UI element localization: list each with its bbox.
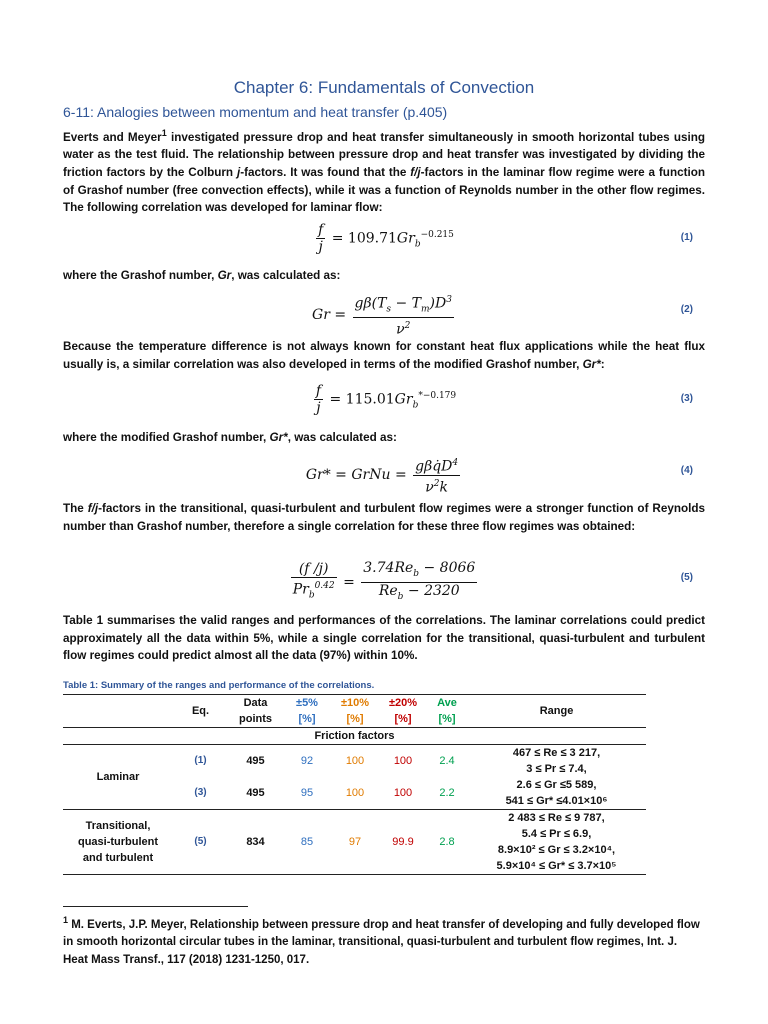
label-line: Transitional,	[85, 820, 151, 832]
footnote-divider	[63, 906, 248, 907]
fraction	[413, 455, 460, 495]
superscript: 2	[433, 478, 440, 489]
denominator	[361, 583, 477, 605]
term: gβ(T	[354, 295, 387, 312]
equation-number: (5)	[680, 572, 693, 583]
equation-text: = 109.71	[331, 230, 397, 247]
denominator: j	[316, 400, 321, 416]
header-line: Ave	[437, 697, 457, 709]
header-line: [%]	[438, 713, 456, 725]
numerator	[353, 292, 454, 318]
table-header-row	[63, 695, 646, 728]
equation-2-body	[63, 292, 705, 338]
paragraph-grashof	[63, 267, 705, 285]
text-run: :	[600, 357, 605, 371]
cell-10pct: 100	[345, 755, 365, 767]
subscript: s	[386, 304, 392, 315]
subscript: b	[414, 239, 421, 250]
cell-5pct: 92	[300, 755, 314, 767]
term: k	[439, 479, 449, 496]
section-heading: 6-11: Analogies between momentum and heat transfer (p.405)	[63, 104, 448, 120]
fraction	[291, 561, 337, 603]
text-run: , was calculated as:	[287, 431, 397, 444]
equation-5-body	[63, 560, 705, 605]
cell-20pct: 100	[393, 787, 413, 799]
intro-paragraph	[63, 125, 705, 217]
superscript: 4	[452, 458, 459, 468]
equation-3-body	[63, 383, 705, 416]
header-line: ±20%	[388, 697, 418, 709]
header-line: points	[239, 713, 272, 725]
header-10pct	[331, 695, 379, 728]
range-line: 3 ≤ Pr ≤ 7.4,	[526, 763, 587, 775]
term: Pr	[292, 581, 309, 598]
section-label: Friction factors	[314, 730, 395, 742]
regime-label: Laminar	[96, 771, 140, 783]
cell-range	[467, 777, 646, 810]
range-line: 467 ≤ Re ≤ 3 217,	[512, 747, 601, 759]
cell-5pct: 95	[300, 787, 314, 799]
equation-number: (1)	[680, 232, 693, 243]
text-run: The	[63, 502, 88, 515]
paragraph-table-summary: Table 1 summarises the valid ranges and performances of the correlations. The laminar correlations could predict approximately all the data within 5%, while a single correlation for the transitional, quasi-turbulent and turbulent flow regimes could predict almost all the data (97%) within 10%.	[63, 614, 705, 663]
cell-eq: (3)	[194, 787, 207, 798]
cell-points: 495	[246, 787, 265, 799]
text-run: -factors in the laminar flow regime were a function of Grashof number (free convection effects), while it was a function of Reynolds number in the other flow regimes. The following correlation was developed for laminar flow:	[63, 166, 705, 215]
cell-ave: 2.4	[439, 755, 455, 767]
label-line: quasi-turbulent	[77, 836, 159, 848]
header-line: Data	[243, 697, 268, 709]
footnote	[63, 912, 705, 969]
table-section-row	[63, 728, 646, 745]
term: ν	[425, 479, 434, 496]
equation-1	[63, 222, 705, 262]
chapter-title: Chapter 6: Fundamentals of Convection	[233, 78, 535, 97]
regime-label	[63, 810, 173, 875]
range-line: 2.6 ≤ Gr ≤5 589,	[516, 779, 597, 791]
fraction	[361, 560, 477, 605]
term: − 2320	[403, 582, 460, 599]
superscript: 0.42	[314, 581, 335, 592]
fraction	[353, 292, 454, 338]
text-run: Gr	[217, 269, 232, 282]
text-run: investigated pressure drop and heat transfer simultaneously in smooth horizontal tubes using water as the test fluid. The relationship between pressure drop and heat transfer was investigated by dividing the friction factors by the Colburn	[63, 130, 705, 180]
header-line: [%]	[346, 713, 364, 725]
term: ν	[396, 322, 405, 339]
equation-5	[63, 560, 705, 600]
numerator: (f /j)	[291, 561, 337, 578]
superscript: 3	[446, 295, 452, 305]
text-run: , was calculated as:	[231, 269, 341, 282]
superscript: *−0.179	[418, 390, 457, 401]
cell-points: 834	[246, 836, 265, 848]
paragraph-turbulent	[63, 500, 705, 535]
numerator	[413, 455, 460, 476]
cell-20pct: 100	[393, 755, 413, 767]
equation-4-body	[63, 455, 705, 495]
footnote-ref: 1	[161, 128, 167, 138]
numerator: f	[315, 383, 322, 399]
cell-20pct: 99.9	[392, 836, 414, 848]
cell-range	[467, 745, 646, 778]
header-line: [%]	[394, 713, 412, 725]
subscript: b	[397, 591, 404, 602]
header-range: Range	[539, 705, 574, 717]
fraction	[314, 383, 323, 416]
cell-points: 495	[246, 755, 265, 767]
equation-text: Gr =	[312, 307, 347, 324]
equation-text: = 115.01	[329, 391, 395, 408]
subscript: b	[308, 590, 315, 601]
header-5pct	[283, 695, 331, 728]
label-line: and turbulent	[82, 852, 154, 864]
denominator	[291, 578, 337, 603]
header-eq: Eq.	[191, 705, 210, 717]
paragraph-modified-grashof-calc	[63, 429, 705, 447]
superscript: −0.215	[420, 229, 454, 240]
term: Re	[378, 582, 398, 599]
text-run: -factors in the transitional, quasi-turbulent and turbulent flow regimes were a stronger function of Reynolds number than Grashof number, therefore a single correlation for these three flow regimes was obtained:	[63, 502, 705, 533]
header-line: ±10%	[340, 697, 370, 709]
text-run: where the modified Grashof number,	[63, 431, 270, 444]
cell-ave: 2.8	[439, 836, 455, 848]
text-run: j	[236, 166, 241, 180]
text-run: -factors. It was found that the	[240, 166, 411, 180]
table-row	[63, 810, 646, 875]
range-line: 5.4 ≤ Pr ≤ 6.9,	[521, 828, 592, 840]
header-line: [%]	[298, 713, 316, 725]
equation-number: (4)	[680, 465, 693, 476]
term: gβq̇D	[415, 458, 453, 475]
superscript: 2	[404, 321, 411, 332]
text-run: Gr*	[269, 431, 288, 444]
header-ave	[427, 695, 467, 728]
equation-text: Gr* = GrNu =	[305, 467, 407, 484]
text-run: Gr*	[582, 357, 601, 371]
denominator	[353, 318, 454, 338]
cell-range	[467, 810, 646, 875]
equation-4	[63, 455, 705, 495]
fraction	[316, 222, 325, 255]
range-line: 2 483 ≤ Re ≤ 9 787,	[508, 812, 605, 824]
paragraph-modified-grashof	[63, 338, 705, 373]
equation-number: (3)	[680, 393, 693, 404]
header-blank	[63, 695, 173, 728]
range-line: 541 ≤ Gr* ≤4.01×10⁶	[505, 795, 608, 807]
text-run: f/j	[87, 502, 99, 515]
denominator: j	[318, 239, 323, 255]
term: − T	[391, 295, 421, 312]
cell-5pct: 85	[300, 836, 314, 848]
header-20pct	[379, 695, 427, 728]
equation-2	[63, 292, 705, 339]
range-line: 8.9×10² ≤ Gr ≤ 3.2×10⁴,	[497, 844, 616, 856]
table-caption: Table 1: Summary of the ranges and performance of the correlations.	[63, 680, 375, 691]
equation-var: Gr	[394, 391, 413, 408]
summary-table	[63, 694, 646, 875]
footnote-number: 1	[63, 915, 69, 925]
equation-var: Gr	[396, 230, 415, 247]
text-run: where the Grashof number,	[63, 269, 218, 282]
text-run: f/j	[410, 166, 421, 180]
header-data-points	[228, 695, 283, 728]
cell-ave: 2.2	[439, 787, 455, 799]
subscript: m	[421, 304, 430, 315]
table-row	[63, 745, 646, 778]
text-run: Everts and Meyer	[63, 130, 162, 144]
cell-eq: (1)	[194, 755, 207, 766]
term: − 8066	[419, 560, 476, 576]
header-line: ±5%	[296, 697, 318, 709]
term: 3.74Re	[363, 560, 414, 576]
numerator	[361, 560, 477, 583]
equation-1-body	[63, 222, 705, 255]
equation-number: (2)	[680, 304, 693, 315]
equation-3	[63, 383, 705, 423]
equals-sign: =	[343, 574, 355, 591]
cell-eq: (5)	[194, 836, 207, 847]
text-run: Because the temperature difference is not always known for constant heat flux applications while the heat flux usually is, a similar correlation was also developed in terms of the modified Grashof number,	[63, 340, 705, 371]
cell-10pct: 97	[348, 836, 362, 848]
range-line: 5.9×10⁴ ≤ Gr* ≤ 3.7×10⁵	[496, 860, 617, 872]
term: )D	[429, 295, 447, 312]
numerator: f	[318, 222, 324, 238]
footnote-text: M. Everts, J.P. Meyer, Relationship between pressure drop and heat transfer of developing and fully developed flow in smooth horizontal circular tubes in the laminar, transitional, quasi-turbulent and turbulent flow regimes, Int. J. Heat Mass Transf., 117 (2018) 1231-1250, 017.	[63, 918, 700, 966]
cell-10pct: 100	[345, 787, 365, 799]
subscript: b	[413, 568, 420, 579]
subscript: b	[412, 400, 419, 411]
denominator	[413, 476, 460, 496]
